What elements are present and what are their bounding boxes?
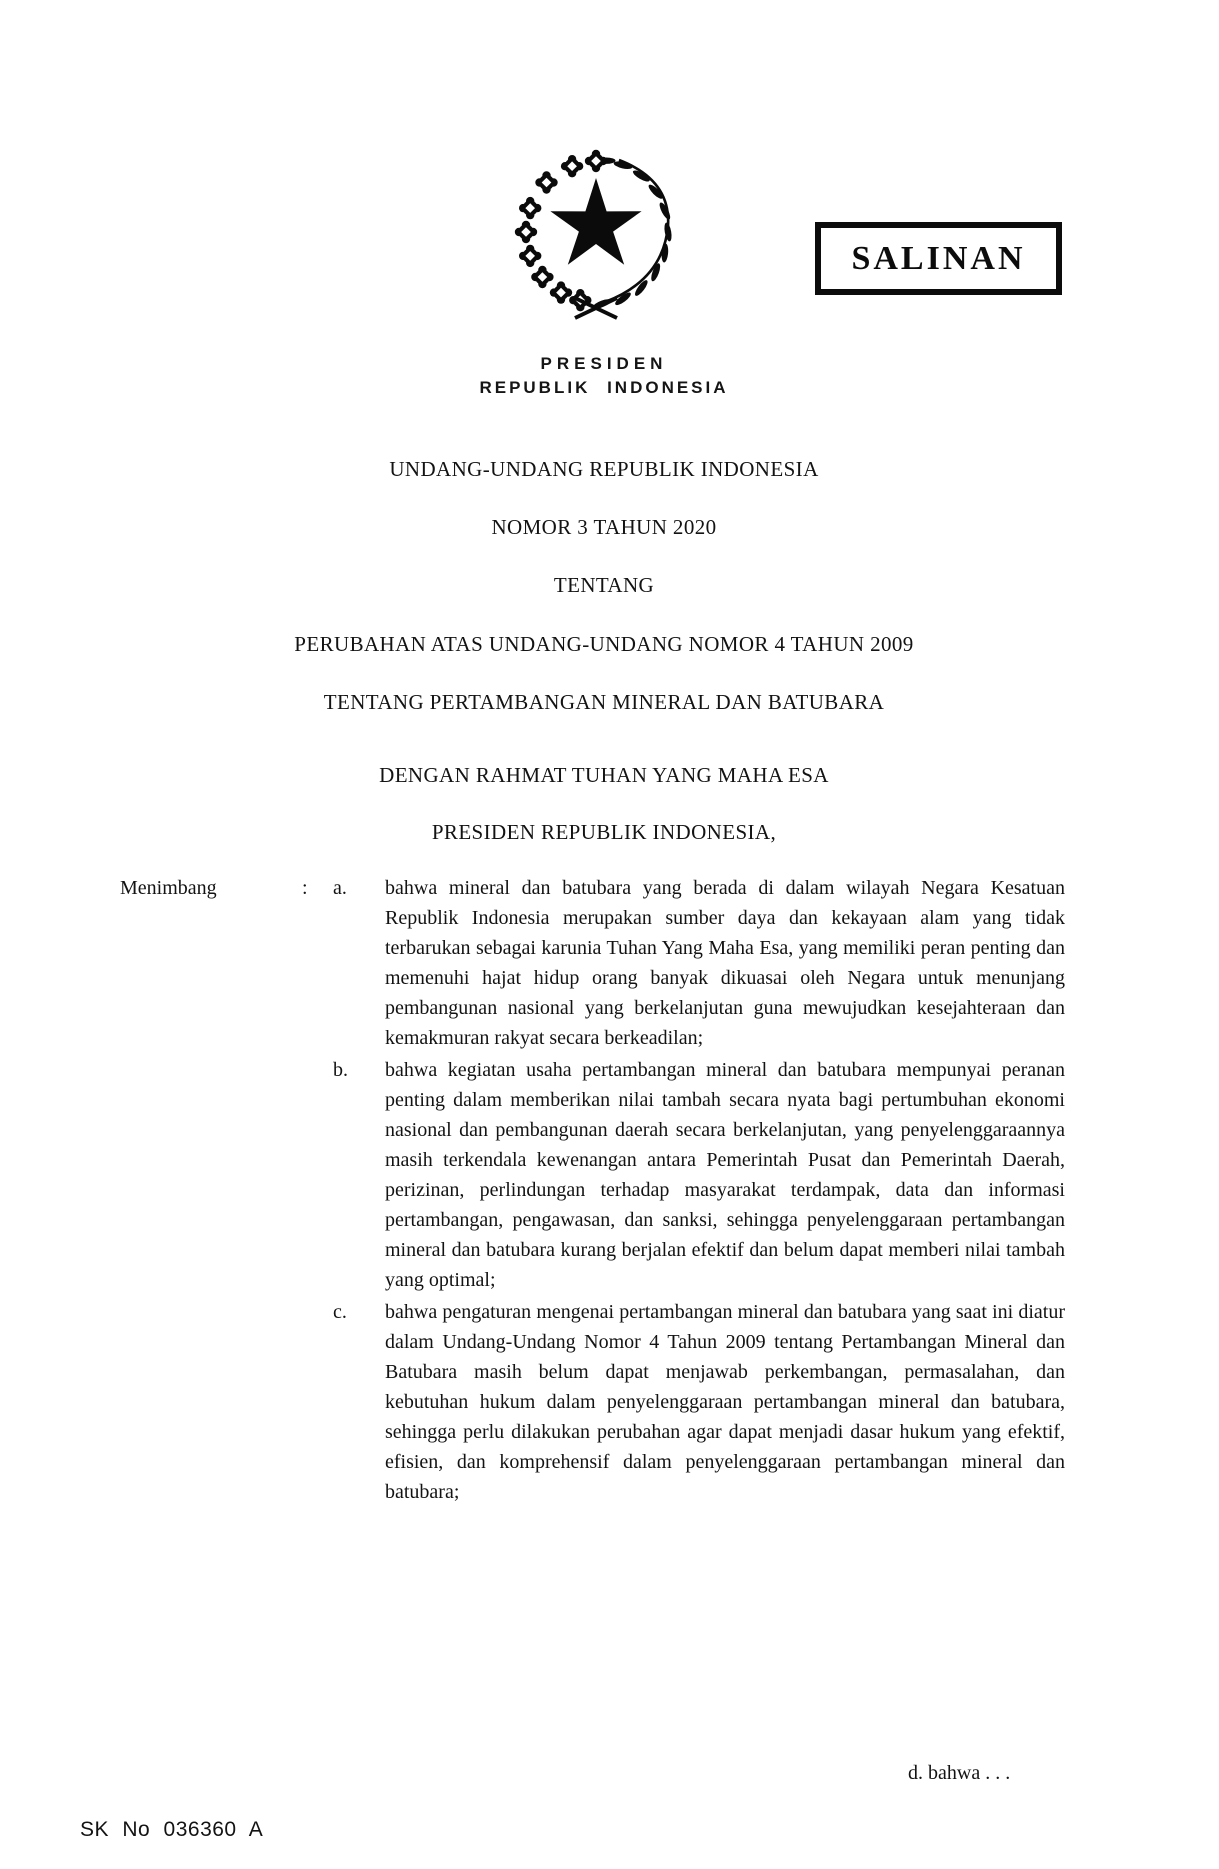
item-letter: b. <box>333 1059 348 1081</box>
considering-section <box>120 873 1068 1509</box>
grace-line: DENGAN RAHMAT TUHAN YANG MAHA ESA <box>379 763 829 787</box>
catchword-continuation: d. bahwa . . . <box>908 1762 1011 1784</box>
salinan-stamp <box>815 222 1062 295</box>
law-number: NOMOR 3 TAHUN 2020 <box>491 515 717 539</box>
item-letter: a. <box>333 877 347 899</box>
item-letter: c. <box>333 1301 347 1323</box>
considering-item-c <box>333 1297 1068 1507</box>
letterhead-republik-indonesia: REPUBLIK INDONESIA <box>479 378 729 397</box>
item-text: bahwa kegiatan usaha pertambangan mineral dan batubara mempunyai peranan penting dalam memberikan nilai tambah secara nyata bagi pertumbuhan ekonomi nasional dan pembangunan daerah secara berkelanjutan, yang penyelenggaraannya masih terkendala kewenangan antara Pemerintah Pusat dan Pemerintah Daerah, perizinan, perlindungan terhadap masyarakat terdampak, data dan informasi pertambangan, pengawasan, dan sanksi, sehingga penyelenggaraan pertambangan mineral dan batubara kurang berjalan efektif dan belum dapat memberi nilai tambah yang optimal; <box>385 1059 1065 1291</box>
item-text: bahwa mineral dan batubara yang berada di dalam wilayah Negara Kesatuan Republik Indonesia merupakan sumber daya dan kekayaan alam yang tidak terbarukan sebagai karunia Tuhan Yang Maha Esa, yang memiliki peran penting dan memenuhi hajat hidup orang banyak dikuasai oleh Negara untuk menunjang pembangunan nasional yang berkelanjutan guna mewujudkan kesejahteraan dan kemakmuran rakyat secara berkeadilan; <box>385 877 1065 1049</box>
considering-items <box>333 873 1068 1509</box>
subject-line-2: TENTANG PERTAMBANGAN MINERAL DAN BATUBARA <box>323 690 885 714</box>
considering-colon: : <box>302 877 308 899</box>
about-label: TENTANG <box>553 573 655 597</box>
salinan-stamp-label: SALINAN <box>851 239 1026 277</box>
considering-item-a <box>333 873 1068 1053</box>
letterhead-presiden: PRESIDEN <box>540 354 668 373</box>
footer-sk-number: SK No 036360 A <box>80 1818 264 1841</box>
considering-item-b <box>333 1055 1068 1295</box>
letterhead <box>0 352 1208 400</box>
item-text: bahwa pengaturan mengenai pertambangan mineral dan batubara yang saat ini diatur dalam Undang-Undang Nomor 4 Tahun 2009 tentang Pertambangan Mineral dan Batubara masih belum dapat menjawab perkembangan, permasalahan, dan kebutuhan hukum dalam penyelenggaraan pertambangan mineral dan batubara, sehingga perlu dilakukan perubahan agar dapat menjadi dasar hukum yang efektif, efisien, dan komprehensif dalam penyelenggaraan pertambangan mineral dan batubara; <box>385 1301 1065 1503</box>
considering-label: Menimbang <box>120 877 217 899</box>
subject-line-1: PERUBAHAN ATAS UNDANG-UNDANG NOMOR 4 TAHUN 2009 <box>294 632 914 656</box>
law-title: UNDANG-UNDANG REPUBLIK INDONESIA <box>389 457 819 481</box>
state-emblem-icon <box>505 148 687 326</box>
issuer-line: PRESIDEN REPUBLIK INDONESIA, <box>431 820 777 844</box>
